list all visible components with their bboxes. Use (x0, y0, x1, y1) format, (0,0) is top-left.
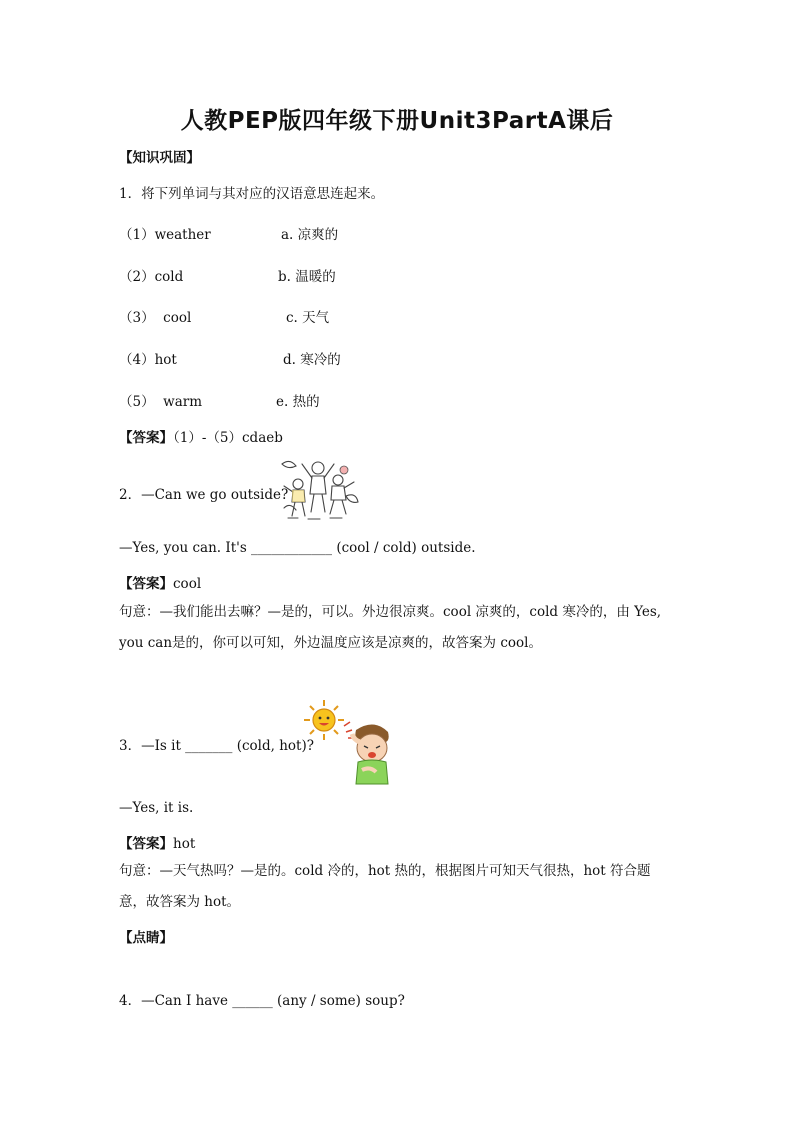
explanation-3: 句意：—天气热吗？—是的。cold 冷的，hot 热的，根据图片可知天气很热，hot 符合题意，故答案为 hot。 (119, 863, 651, 910)
children-playing-illustration (278, 456, 360, 522)
match-right-5: e. 热的 (276, 394, 320, 410)
match-left-5: （5） warm (119, 394, 203, 410)
question-3-line: —Yes, it is. (119, 800, 194, 816)
question-4-stem: 4．—Can I have ______ (any / some) soup? (119, 993, 405, 1009)
answer-text: cool (173, 576, 202, 592)
answer-text: （1）-（5）cdaeb (173, 430, 283, 446)
explanation-2: 句意：—我们能出去嘛？—是的，可以。外边很凉爽。cool 凉爽的，cold 寒冷的，由 Yes, you can是的，你可以可知，外边温度应该是凉爽的，故答案为 cool。 (119, 604, 662, 651)
match-right-1: a. 凉爽的 (281, 227, 339, 243)
tip-heading: 【点睛】 (119, 930, 173, 946)
answer-2 (119, 572, 201, 592)
question-2-stem: 2．—Can we go outside? (119, 487, 289, 503)
answer-label: 【答案】 (119, 836, 173, 852)
match-right-4: d. 寒冷的 (283, 352, 341, 368)
match-left-4: （4）hot (119, 352, 177, 368)
answer-1 (119, 426, 283, 446)
question-3-stem: 3．—Is it _______ (cold, hot)? (119, 738, 314, 754)
match-left-1: （1）weather (119, 227, 211, 243)
match-left-3: （3） cool (119, 310, 192, 326)
answer-label: 【答案】 (119, 576, 173, 592)
match-right-3: c. 天气 (286, 310, 330, 326)
question-1-stem: 1．将下列单词与其对应的汉语意思连起来。 (119, 186, 385, 202)
section-heading: 【知识巩固】 (119, 150, 200, 166)
match-left-2: （2）cold (119, 269, 184, 285)
match-right-2: b. 温暖的 (278, 269, 336, 285)
answer-3 (119, 832, 195, 852)
answer-text: hot (173, 836, 196, 852)
hot-sun-boy-illustration (304, 700, 396, 786)
question-2-line: —Yes, you can. It's ____________ (cool / cold) outside. (119, 540, 476, 556)
answer-label: 【答案】 (119, 430, 173, 446)
page-title: 人教PEP版四年级下册Unit3PartA课后 (180, 108, 614, 134)
